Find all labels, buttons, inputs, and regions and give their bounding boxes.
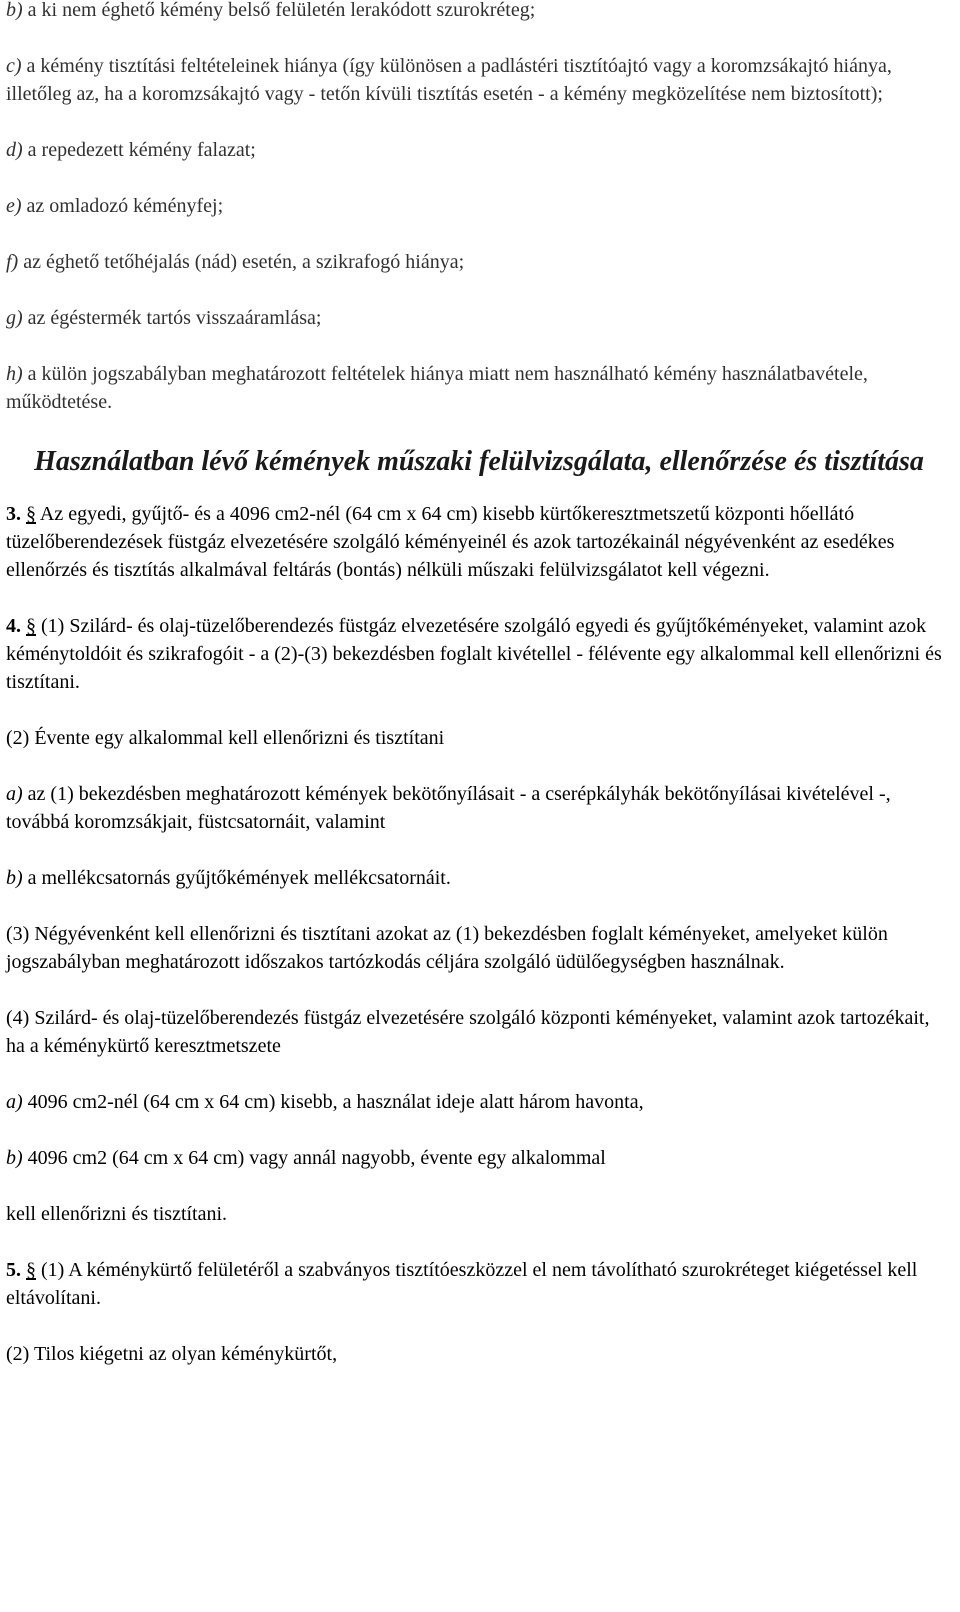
- item-letter: a): [6, 1091, 23, 1113]
- section-4-closing: kell ellenőrizni és tisztítani.: [6, 1203, 228, 1225]
- item-text: az égéstermék tartós visszaáramlása;: [22, 307, 322, 329]
- item-text: a repedezett kémény falazat;: [22, 139, 256, 161]
- section-number: 4.: [6, 615, 21, 637]
- list-item-f: [6, 248, 952, 276]
- section-link[interactable]: §: [26, 615, 36, 637]
- section-link[interactable]: §: [26, 503, 36, 525]
- paragraph-text: (1) Szilárd- és olaj-tüzelőberendezés füstgáz elvezetésére szolgáló egyedi és gyűjtőkéményeket, valamint azok kéménytoldóit és szikrafogóit - a (2)-(3) bekezdésben foglalt kivétellel - félévente egy alkalommal kell ellenőrizni és tisztítani.: [6, 615, 942, 693]
- item-letter: f): [6, 251, 19, 273]
- list-item-d: [6, 136, 952, 164]
- list-item-g: [6, 304, 952, 332]
- section-3-paragraph: [6, 500, 952, 584]
- section-5-paragraph-2: (2) Tilos kiégetni az olyan kéménykürtőt,: [6, 1343, 338, 1365]
- item-text: az (1) bekezdésben meghatározott kémények bekötőnyílásait - a cserépkályhák bekötőnyílásai kivételével -, továbbá koromzsákjait, füstcsatornáit, valamint: [6, 783, 891, 833]
- item-letter: b): [6, 0, 23, 21]
- item-text: az éghető tetőhéjalás (nád) esetén, a szikrafogó hiánya;: [18, 251, 465, 273]
- section-number: 3.: [6, 503, 21, 525]
- section-4-item-b: [6, 864, 952, 892]
- document-page: [6, 0, 952, 1396]
- item-text: a külön jogszabályban meghatározott feltételek hiánya miatt nem használható kémény használatbavétele, működtetése.: [6, 363, 868, 413]
- section-4-paragraph-2: (2) Évente egy alkalommal kell ellenőrizni és tisztítani: [6, 727, 445, 749]
- item-letter: h): [6, 363, 23, 385]
- item-letter: d): [6, 139, 23, 161]
- section-4-paragraph-1: [6, 612, 952, 696]
- item-letter: g): [6, 307, 23, 329]
- item-text: a kémény tisztítási feltételeinek hiánya (így különösen a padlástéri tisztítóajtó vagy a koromzsákajtó hiánya, illetőleg az, ha a koromzsákajtó vagy - tetőn kívüli tisztítás esetén - a kémény megközelítése nem biztosított);: [6, 55, 892, 105]
- section-5-paragraph-1: [6, 1256, 952, 1312]
- item-letter: c): [6, 55, 22, 77]
- section-link[interactable]: §: [26, 1259, 36, 1281]
- item-text: 4096 cm2 (64 cm x 64 cm) vagy annál nagyobb, évente egy alkalommal: [22, 1147, 606, 1169]
- section-4-4-item-b: [6, 1144, 952, 1172]
- section-4-4-item-a: [6, 1088, 952, 1116]
- list-item-c: [6, 52, 952, 108]
- section-number: 5.: [6, 1259, 21, 1281]
- item-letter: e): [6, 195, 22, 217]
- list-item-h: [6, 360, 952, 416]
- list-item-b: [6, 0, 952, 24]
- item-letter: b): [6, 1147, 23, 1169]
- paragraph-text: Az egyedi, gyűjtő- és a 4096 cm2-nél (64 cm x 64 cm) kisebb kürtőkeresztmetszetű központi hőellátó tüzelőberendezések füstgáz elvezetésére szolgáló kéményeinél és azok tartozékainál négyévenként az esedékes ellenőrzés és tisztítás alkalmával feltárás (bontás) nélküli műszaki felülvizsgálatot kell végezni.: [6, 503, 895, 581]
- section-4-item-a: [6, 780, 952, 836]
- item-text: 4096 cm2-nél (64 cm x 64 cm) kisebb, a használat ideje alatt három havonta,: [22, 1091, 644, 1113]
- item-letter: a): [6, 783, 23, 805]
- item-text: a mellékcsatornás gyűjtőkémények mellékcsatornáit.: [22, 867, 451, 889]
- item-text: az omladozó kéményfej;: [21, 195, 224, 217]
- section-heading: Használatban lévő kémények műszaki felülvizsgálata, ellenőrzése és tisztítása: [34, 446, 924, 477]
- item-text: a ki nem éghető kémény belső felületén lerakódott szurokréteg;: [22, 0, 536, 21]
- list-item-e: [6, 192, 952, 220]
- section-4-paragraph-3: (3) Négyévenként kell ellenőrizni és tisztítani azokat az (1) bekezdésben foglalt kéményeket, amelyeket külön jogszabályban meghatározott időszakos tartózkodás céljára szolgáló üdülőegységben használnak.: [6, 923, 888, 973]
- section-4-paragraph-4: (4) Szilárd- és olaj-tüzelőberendezés füstgáz elvezetésére szolgáló központi kéményeket, valamint azok tartozékait, ha a kéménykürtő keresztmetszete: [6, 1007, 930, 1057]
- paragraph-text: (1) A kéménykürtő felületéről a szabványos tisztítóeszközzel el nem távolítható szurokréteget kiégetéssel kell eltávolítani.: [6, 1259, 918, 1309]
- item-letter: b): [6, 867, 23, 889]
